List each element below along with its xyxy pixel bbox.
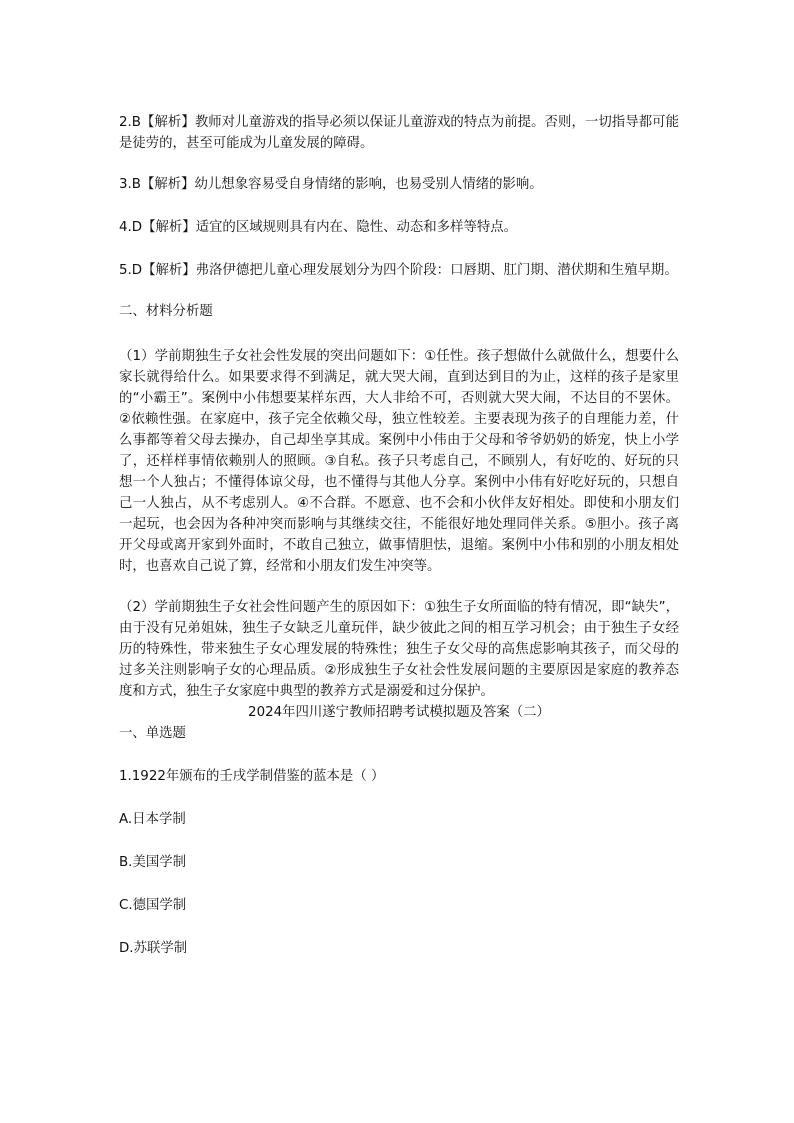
section-2-heading: 二、材料分析题 (119, 304, 213, 319)
option-b: B.美国学制 (119, 855, 187, 870)
answer-4: 4.D【解析】适宜的区域规则具有内在、隐性、动态和多样等特点。 (119, 220, 518, 235)
analysis-paragraph-2: （2）学前期独生子女社会性问题产生的原因如下：①独生子女所面临的特有情况，即“缺失”，由于没有兄弟姐妹，独生子女缺乏儿童玩伴，缺少彼此之间的相互学习机会；由于独生子女经历的特殊性，带来独生子女心理发展的特殊性；独生子女父母的高焦虑影响其孩子，而父母的过多关注则影响子女的心理品质。②形成独生子女社会性发展问题的主要原因是家庭的教养态度和方式，独生子女家庭中典型的教养方式是溺爱和过分保护。 (119, 600, 679, 699)
question-1: 1.1922年颁布的壬戌学制借鉴的蓝本是（ ） (119, 769, 385, 784)
option-a: A.日本学制 (119, 812, 186, 827)
document-page (119, 112, 679, 959)
option-d: D.苏联学制 (119, 941, 188, 956)
answer-2: 2.B【解析】教师对儿童游戏的指导必须以保证儿童游戏的特点为前提。否则，一切指导都可能是徒劳的，甚至可能成为儿童发展的障碍。 (119, 115, 679, 151)
exam-title: 2024年四川遂宁教师招聘考试模拟题及答案（二） (248, 705, 550, 720)
option-c: C.德国学制 (119, 898, 187, 913)
answer-3: 3.B【解析】幼儿想象容易受自身情绪的影响，也易受别人情绪的影响。 (119, 177, 543, 192)
answer-5: 5.D【解析】弗洛伊德把儿童心理发展划分为四个阶段：口唇期、肛门期、潜伏期和生殖早期。 (119, 263, 678, 278)
analysis-paragraph-1: （1）学前期独生子女社会性发展的突出问题如下：①任性。孩子想做什么就做什么，想要什么家长就得给什么。如果要求得不到满足，就大哭大闹，直到达到目的为止，这样的孩子是家里的“小霸王”。案例中小伟想要某样东西，大人非给不可，否则就大哭大闹，不达目的不罢休。②依赖性强。在家庭中，孩子完全依赖父母，独立性较差。主要表现为孩子的自理能力差，什么事都等着父母去操办，自己却坐享其成。案例中小伟由于父母和爷爷奶奶的娇宠，快上小学了，还样样事情依赖别人的照顾。③自私。孩子只考虑自己，不顾别人，有好吃的、好玩的只想一个人独占；不懂得体谅父母，也不懂得与其他人分享。案例中小伟有好吃好玩的，只想自己一人独占，从不考虑别人。④不合群。不愿意、也不会和小伙伴友好相处。即使和小朋友们一起玩，也会因为各种冲突而影响与其继续交往，不能很好地处理同伴关系。⑤胆小。孩子离开父母或离开家到外面时，不敢自己独立，做事情胆怯，退缩。案例中小伟和别的小朋友相处时，也喜欢自己说了算，经常和小朋友们发生冲突等。 (119, 349, 679, 574)
section-1-heading: 一、单选题 (119, 726, 186, 741)
